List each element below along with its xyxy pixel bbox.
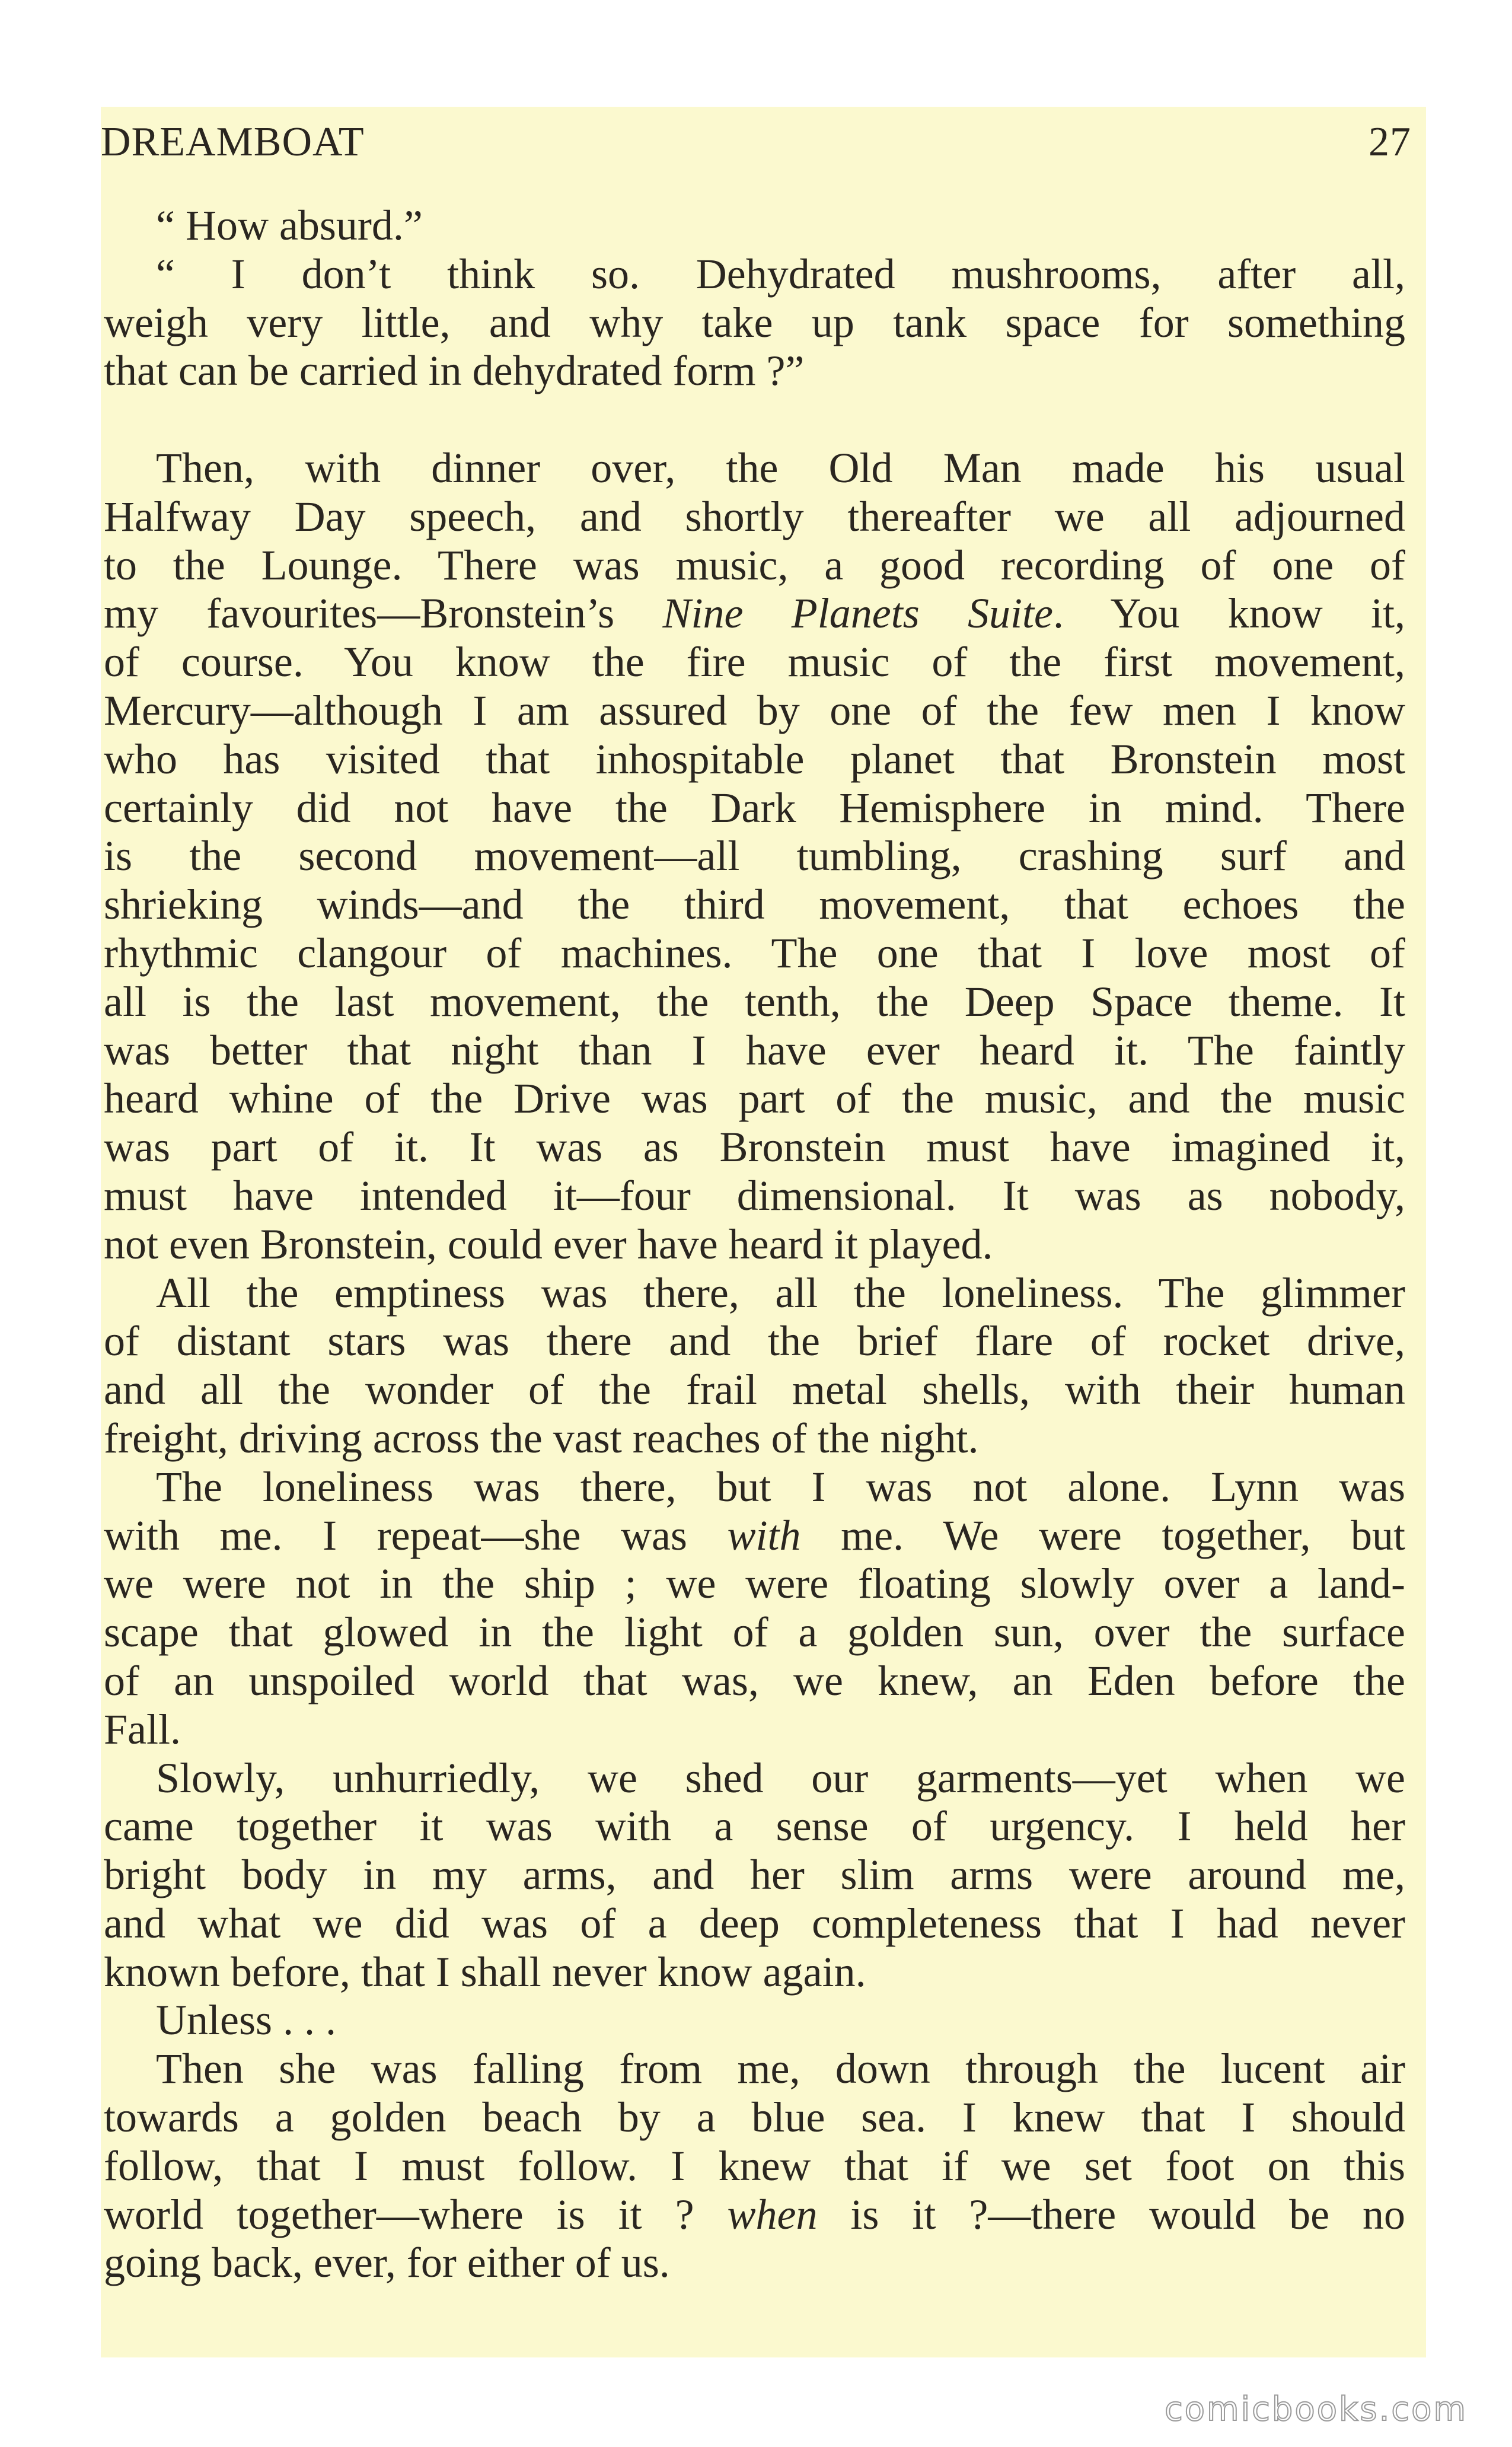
text-line	[104, 1463, 1405, 1512]
text-line	[104, 444, 1405, 493]
text-line	[104, 347, 1405, 396]
text-segment: world together—where is it ?	[104, 2190, 728, 2238]
text-line	[104, 832, 1405, 881]
text-line	[104, 978, 1405, 1027]
text-segment: all is the last movement, the tenth, the Deep Space theme. It	[104, 977, 1405, 1025]
text-line	[104, 590, 1405, 638]
text-segment: Then, with dinner over, the Old Man made his usual	[156, 444, 1405, 492]
text-segment: . You know it,	[1053, 590, 1405, 638]
text-segment: is it ?—there would be no	[817, 2190, 1406, 2238]
text-segment: who has visited that inhospitable planet that Bronstein most	[104, 735, 1405, 783]
text-segment: All the emptiness was there, all the loneliness. The glimmer	[156, 1269, 1405, 1317]
text-segment: heard whine of the Drive was part of the music, and the music	[104, 1075, 1405, 1123]
text-segment: towards a golden beach by a blue sea. I knew that I should	[104, 2094, 1405, 2142]
text-line	[104, 2142, 1405, 2191]
text-segment: shrieking winds—and the third movement, that echoes the	[104, 881, 1405, 929]
text-line	[104, 1172, 1405, 1221]
text-segment: my favourites—Bronstein’s	[104, 590, 663, 638]
text-line	[104, 1754, 1405, 1803]
text-line	[104, 1366, 1405, 1414]
text-line	[104, 1075, 1405, 1123]
text-line	[104, 2045, 1405, 2094]
text-segment: not even Bronstein, could ever have heard it played.	[104, 1220, 993, 1268]
text-line	[104, 1221, 1405, 1269]
text-line	[104, 1996, 1405, 2045]
text-segment: Then she was falling from me, down through the lucent air	[156, 2045, 1405, 2093]
text-segment: and what we did was of a deep completeness that I had never	[104, 1899, 1405, 1947]
text-segment: “ How absurd.”	[156, 202, 423, 249]
text-line	[104, 638, 1405, 687]
text-segment: Halfway Day speech, and shortly thereafter we all adjourned	[104, 492, 1405, 540]
text-line	[104, 1123, 1405, 1172]
text-line	[104, 687, 1405, 735]
text-line	[104, 1900, 1405, 1948]
text-segment: we were not in the ship ; we were floating slowly over a land-	[104, 1560, 1405, 1608]
text-segment: known before, that I shall never know again.	[104, 1948, 866, 1996]
text-line	[104, 1414, 1405, 1463]
text-segment: of distant stars was there and the brief flare of rocket drive,	[104, 1317, 1405, 1365]
text-line	[104, 2191, 1405, 2239]
text-segment: was part of it. It was as Bronstein must have imagined it,	[104, 1123, 1405, 1171]
text-line	[104, 1851, 1405, 1900]
text-segment: “ I don’t think so. Dehydrated mushrooms, after all,	[156, 250, 1405, 298]
text-segment: with me. I repeat—she was	[104, 1511, 728, 1559]
italic-text: with	[727, 1511, 801, 1559]
text-segment: of course. You know the fire music of the first movement,	[104, 638, 1405, 686]
text-segment: came together it was with a sense of urgency. I held her	[104, 1802, 1405, 1850]
text-segment: of an unspoiled world that was, we knew, an Eden before the	[104, 1656, 1405, 1704]
text-segment: me. We were together, but	[800, 1511, 1405, 1559]
text-line	[104, 735, 1405, 784]
text-line	[104, 1802, 1405, 1851]
italic-text: Nine Planets Suite	[662, 590, 1053, 638]
text-line	[104, 202, 1405, 250]
running-title: DREAMBOAT	[101, 119, 365, 165]
text-segment: Mercury—although I am assured by one of the few men I know	[104, 686, 1405, 734]
text-line	[104, 250, 1405, 299]
italic-text: when	[727, 2190, 818, 2238]
text-line	[104, 299, 1405, 348]
paragraph-gap	[104, 396, 1405, 444]
text-line	[104, 2239, 1405, 2287]
text-line	[104, 1512, 1405, 1560]
text-line	[104, 1027, 1405, 1075]
text-line	[104, 881, 1405, 929]
text-segment: that can be carried in dehydrated form ?”	[104, 347, 805, 395]
text-line	[104, 541, 1405, 590]
text-segment: Slowly, unhurriedly, we shed our garments—yet when we	[156, 1754, 1405, 1802]
text-segment: going back, ever, for either of us.	[104, 2239, 670, 2287]
text-segment: weigh very little, and why take up tank space for something	[104, 298, 1405, 346]
text-segment: Unless . . .	[156, 1996, 336, 2044]
text-line	[104, 1706, 1405, 1754]
text-segment: to the Lounge. There was music, a good recording of one of	[104, 541, 1405, 589]
text-segment: follow, that I must follow. I knew that if we set foot on this	[104, 2142, 1405, 2190]
text-line	[104, 1269, 1405, 1318]
text-line	[104, 1948, 1405, 1997]
text-segment: must have intended it—four dimensional. It was as nobody,	[104, 1171, 1405, 1219]
text-line	[104, 929, 1405, 978]
text-segment: was better that night than I have ever heard it. The faintly	[104, 1026, 1405, 1074]
text-line	[104, 1560, 1405, 1608]
page-number: 27	[1369, 119, 1411, 165]
text-segment: certainly did not have the Dark Hemisphere in mind. There	[104, 783, 1405, 831]
site-watermark: comicbooks.com	[1164, 2390, 1468, 2429]
text-segment: Fall.	[104, 1705, 181, 1753]
story-text	[104, 202, 1405, 2287]
text-segment: bright body in my arms, and her slim arms were around me,	[104, 1851, 1405, 1899]
text-segment: is the second movement—all tumbling, crashing surf and	[104, 832, 1405, 880]
text-segment: and all the wonder of the frail metal shells, with their human	[104, 1366, 1405, 1414]
text-segment: The loneliness was there, but I was not alone. Lynn was	[156, 1463, 1405, 1511]
text-line	[104, 2094, 1405, 2142]
text-line	[104, 1317, 1405, 1366]
text-segment: rhythmic clangour of machines. The one that I love most of	[104, 929, 1405, 977]
text-segment: freight, driving across the vast reaches of the night.	[104, 1414, 979, 1462]
running-header	[101, 116, 1411, 169]
text-line	[104, 493, 1405, 541]
text-line	[104, 1608, 1405, 1657]
text-line	[104, 784, 1405, 833]
text-line	[104, 1657, 1405, 1706]
text-segment: scape that glowed in the light of a golden sun, over the surface	[104, 1608, 1405, 1656]
